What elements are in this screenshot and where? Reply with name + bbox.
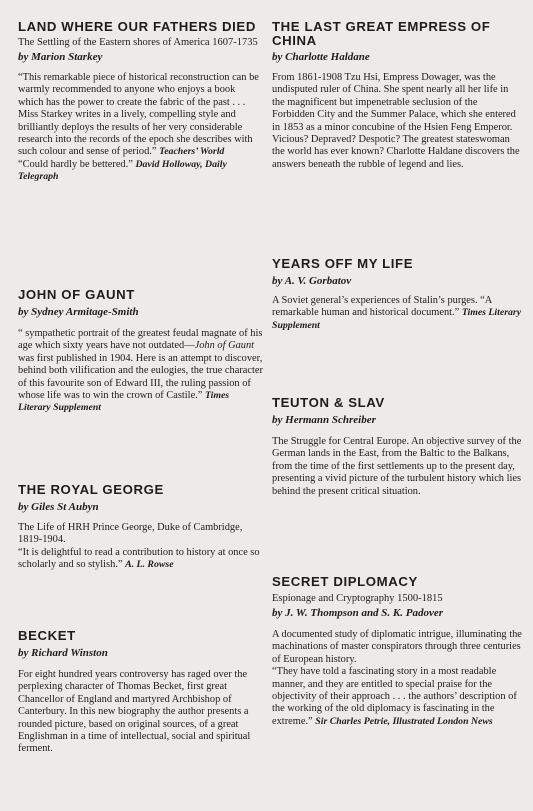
- book-quote: [18, 159, 263, 184]
- book-author: by Hermann Schreiber: [272, 414, 376, 426]
- book-title: JOHN OF GAUNT: [18, 287, 135, 302]
- book-title: YEARS OFF MY LIFE: [272, 256, 414, 271]
- book-entry-teuton-and-slav: [272, 396, 522, 498]
- book-entry-last-great-empress: [272, 20, 522, 171]
- book-entry-years-off-my-life: [272, 257, 522, 332]
- book-description: The Life of HRH Prince George, Duke of Cambridge, 1819-1904.: [18, 522, 243, 546]
- book-title: SECRET DIPLOMACY: [272, 574, 418, 589]
- book-description: From 1861-1908 Tzu Hsi, Empress Dowager, was the undisputed ruler of China. She spent nearly all her life in the magnificent but impenetrable seclusion of the Forbidden City and the Summer Palace, which she entered in 1853 as a minor concubine of the Hsien Feng Emperor. Vicious? Depraved? Despotic? The greatest stateswoman the world has ever known? Charlotte Haldane discovers the answers beneath the rubble of legend and lies.: [272, 72, 520, 170]
- quote-citation: David Holloway, Daily Telegraph: [18, 158, 227, 183]
- book-title: THE ROYAL GEORGE: [18, 482, 164, 497]
- book-title: LAND WHERE OUR FATHERS DIED: [18, 19, 256, 34]
- book-entry-john-of-gaunt: [18, 288, 263, 415]
- review-text: “ sympathetic portrait of the greatest feudal magnate of his age which sixty years have not outdated—: [18, 328, 263, 352]
- review-text: A Soviet general’s experiences of Stalin’s purges. “A remarkable human and historical document.”: [272, 295, 492, 319]
- quote-text: “Could hardly be bettered.”: [18, 158, 133, 170]
- book-author: by Charlotte Haldane: [272, 51, 370, 63]
- quote-text: “It is delightful to read a contribution to history at once so scholarly and so stylish.”: [18, 546, 260, 571]
- book-description: The Struggle for Central Europe. An objective survey of the German lands in the East, from the Baltic to the Balkans, from the time of the first settlements up to the present day, presenting a vivid picture of the turbulent history which lies behind the present critical situation.: [272, 436, 522, 497]
- quote-citation: Sir Charles Petrie, Illustrated London News: [315, 715, 493, 727]
- book-quote: [272, 666, 522, 728]
- review-book-title: John of Gaunt: [194, 340, 255, 352]
- book-entry-becket: [18, 629, 263, 756]
- book-author: by Giles St Aubyn: [18, 501, 99, 513]
- book-subtitle: Espionage and Cryptography 1500-1815: [272, 593, 443, 604]
- book-title: TEUTON & SLAV: [272, 395, 385, 410]
- book-author: by Sydney Armitage-Smith: [18, 306, 139, 318]
- book-entry-the-royal-george: [18, 483, 263, 572]
- book-description: A documented study of diplomatic intrigue, illuminating the machinations of master conspirators through three centuries of European history.: [272, 629, 522, 665]
- book-quote: [18, 547, 263, 572]
- review-text: “This remarkable piece of historical reconstruction can be warmly recommended to anyone who enjoys a book which has the power to create the fabric of the past . . . Miss Starkey writes in a lively, compelling style and brilliantly deploys the results of her very considerable research into the records of the epoch she describes with such colour and sense of period.”: [18, 72, 259, 158]
- book-author: by Richard Winston: [18, 647, 108, 659]
- review-citation: Times Literary Supplement: [18, 390, 230, 414]
- book-author: by J. W. Thompson and S. K. Padover: [272, 607, 444, 619]
- book-author: by A. V. Gorbatov: [272, 275, 352, 287]
- book-review: [272, 295, 522, 332]
- book-review: [18, 328, 263, 415]
- book-title: THE LAST GREAT EMPRESS OF CHINA: [272, 19, 491, 48]
- book-author: by Marion Starkey: [18, 51, 103, 63]
- book-entry-secret-diplomacy: [272, 575, 522, 728]
- review-citation: Teachers’ World: [159, 146, 225, 158]
- book-title: BECKET: [18, 628, 76, 643]
- review-citation: Times Literary Supplement: [272, 307, 522, 331]
- book-review: [18, 72, 263, 159]
- book-entry-land-where-our-fathers-died: [18, 20, 263, 184]
- book-description: For eight hundred years controversy has raged over the perplexing character of Thomas Becket, first great Chancellor of England and martyred Archbishop of Canterbury. In this new biography the author presents a rounded picture, based on original sources, of a great Englishman in a time of intellectual, social and spiritual ferment.: [18, 669, 251, 755]
- review-text: was first published in 1904. Here is an attempt to discover, behind both vilification and the eulogies, the true character of this favourite son of Edward III, the ruling passion of whose life was to win the crown of Castile.”: [18, 352, 263, 402]
- book-subtitle: The Settling of the Eastern shores of America 1607-1735: [18, 37, 258, 48]
- quote-text: “They have told a fascinating story in a most readable manner, and they are entitled to special praise for the objectivity of their approach . . . the authors’ description of the working of the old diplomacy is fascinating in the extreme.”: [272, 666, 517, 727]
- quote-citation: A. L. Rowse: [125, 559, 174, 571]
